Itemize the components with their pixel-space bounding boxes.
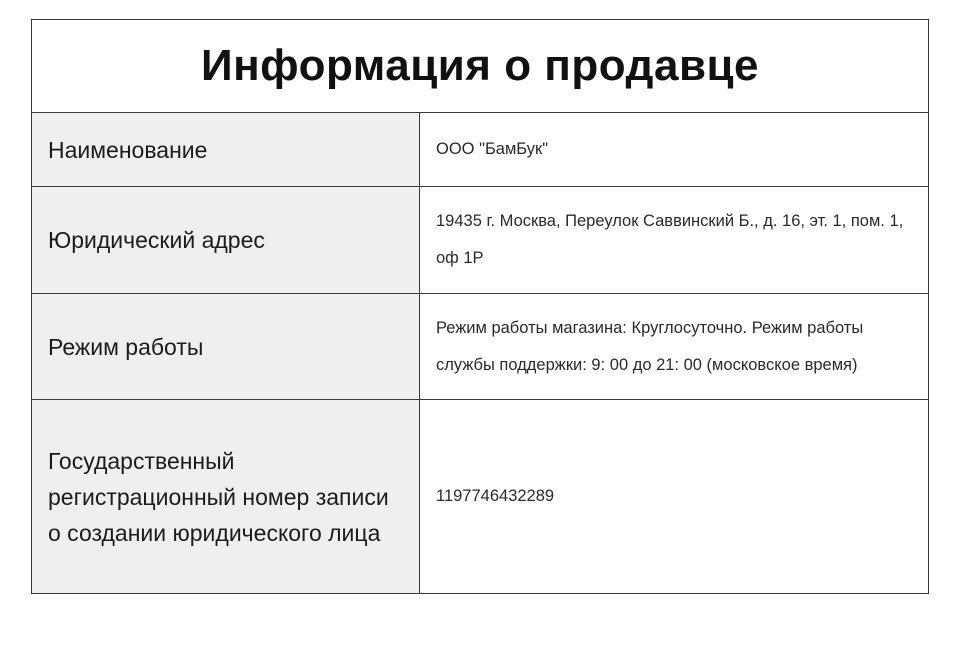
row-label <box>32 400 420 593</box>
row-label-text: Государственный регистрационный номер записи о создании юридического лица <box>48 447 389 546</box>
row-value <box>420 400 928 593</box>
row-label <box>32 187 420 293</box>
row-value-text: 1197746432289 <box>436 487 555 505</box>
page-title: Информация о продавце <box>200 41 760 90</box>
row-value-text: ООО "БамБук" <box>436 140 549 158</box>
row-value-text: Режим работы магазина: Круглосуточно. Режим работы службы поддержки: 9: 00 до 21: 00 (московское время) <box>436 318 864 374</box>
table-row-name <box>32 113 928 187</box>
row-label-text: Режим работы <box>48 333 204 360</box>
table-row-working-hours <box>32 294 928 400</box>
seller-info-table <box>31 19 929 594</box>
row-label-text: Наименование <box>48 136 208 163</box>
row-label <box>32 113 420 186</box>
row-value-text: 19435 г. Москва, Переулок Саввинский Б., д. 16, эт. 1, пом. 1, оф 1Р <box>436 212 904 267</box>
table-row-registration-number <box>32 400 928 593</box>
table-row-legal-address <box>32 187 928 294</box>
row-value <box>420 187 928 293</box>
row-value <box>420 294 928 399</box>
row-value <box>420 113 928 186</box>
row-label-text: Юридический адрес <box>48 227 265 253</box>
row-label <box>32 294 420 399</box>
table-header <box>32 20 928 113</box>
